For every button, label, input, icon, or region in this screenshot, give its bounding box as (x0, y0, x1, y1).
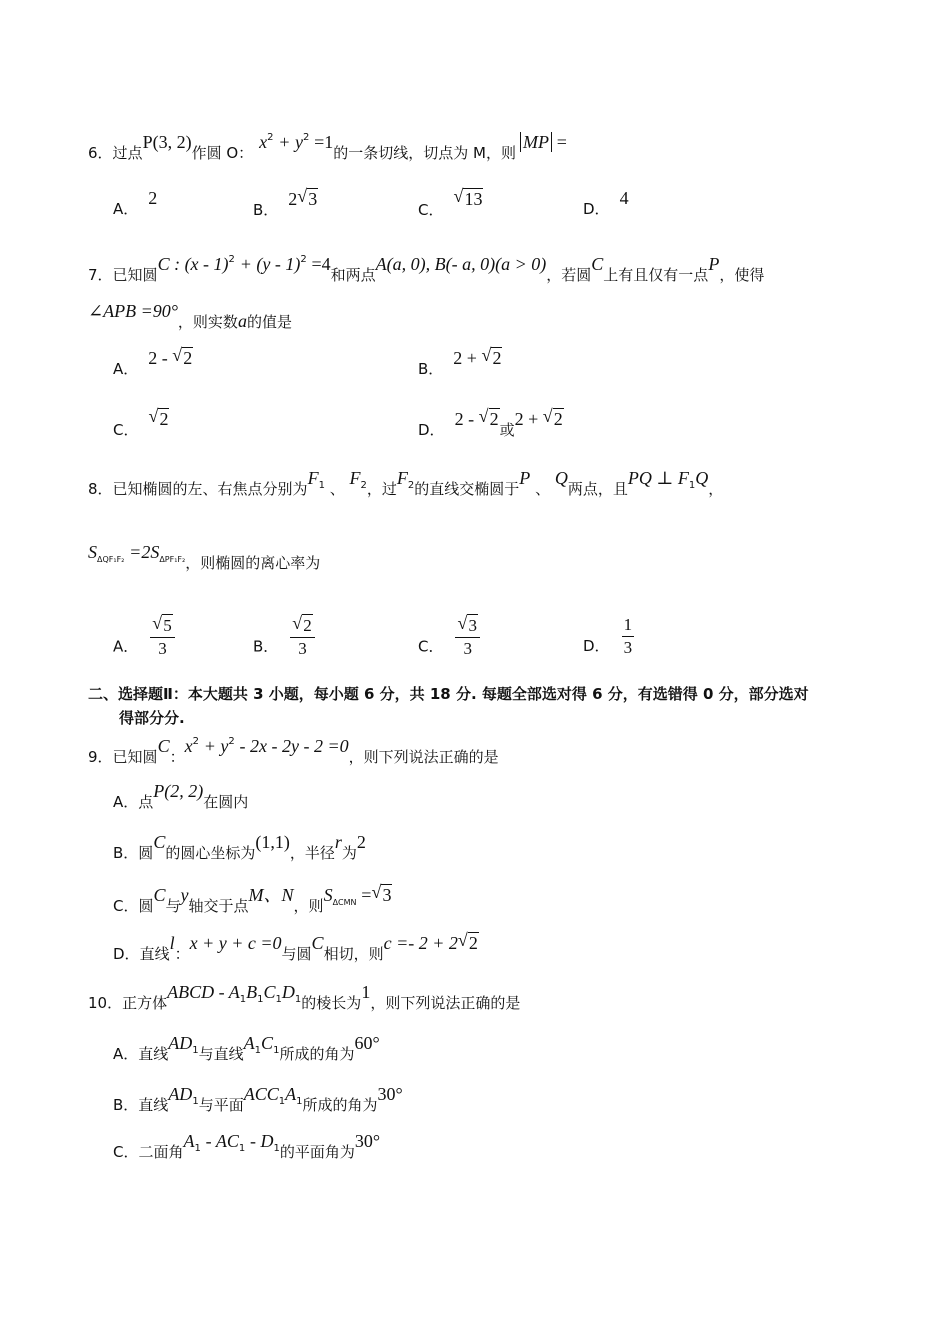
q7-option-d: D．2 - √ 2或2 + √ 2 (418, 418, 564, 440)
q8-option-a: A． √ $\frac{5}{3}$ (113, 624, 175, 670)
q10-option-a: A．直线$AD_1$与直线$A_1C_1$所成的角为60° (113, 1033, 380, 1063)
q7-option-c: C．√ 2 (113, 418, 169, 440)
q8-stem-2: $S_{\Delta QF_1F_2} =2S_{\Delta PF_1F_2}$，则椭圆的离心率为 (88, 542, 321, 572)
q7-option-b: B．2 + √ 2 (418, 357, 502, 379)
q6-option-b: B．2√ 3 (253, 198, 318, 220)
q7-option-a: A．2 - √ 2 (113, 357, 193, 379)
q7-points: A(a, 0), B(- a, 0)(a > 0) (375, 254, 547, 274)
q7-angle: ∠APB =90° (88, 301, 178, 321)
q9-option-a: A．点P(2, 2)在圆内 (113, 781, 249, 811)
q6-point: P(3, 2) (142, 132, 192, 152)
q9-option-c: C．圆C与y轴交于点M、N，则$S_{\Delta CMN}$ =√ 3 (113, 894, 392, 923)
q6-stem: 6．过点P(3, 2)作圆 O：$x^2 + y^2 =1$的一条切线，切点为 M，则MP = (88, 138, 567, 163)
q6-option-c: C．√ 13 (418, 198, 483, 220)
q6-abs-mp: MP (520, 132, 552, 152)
q10-option-b: B．直线$AD_1$与平面$ACC_1A_1$所成的角为30° (113, 1084, 403, 1114)
q6-option-a: A．2 (113, 188, 158, 218)
q10-stem: 10．正方体ABCD - $A_1B_1C_1D_1$的棱长为1，则下列说法正确的是 (88, 982, 521, 1012)
q10-option-c: C．二面角$A_1 - AC_1 - D_1$的平面角为30° (113, 1131, 381, 1161)
q9-option-b: B．圆C的圆心坐标为(1,1)，半径r为2 (113, 832, 366, 862)
q9-stem: 9．已知圆C：$x^2 + y^2 - 2x - 2y - 2 =0$，则下列说法正确的是 (88, 736, 499, 766)
q9-option-d: D．直线l：x + y + c =0与圆C相切，则c =- 2 + 2√ 2 (113, 942, 479, 964)
q6-number: 6． (88, 144, 113, 162)
section-2-heading-cont: 得部分分. (119, 709, 185, 727)
section-2-heading: 二、选择题Ⅱ：本大题共 3 小题，每小题 6 分，共 18 分. 每题全部选对得 6 分，有选错得 0 分，部分选对 (88, 685, 809, 703)
q7-stem-2: ∠APB =90°，则实数a的值是 (88, 301, 292, 331)
q8-option-d: D． $\frac{1}{3}$ (583, 615, 633, 657)
q7-stem: 7．已知圆C : (x - 1)$^2$ + (y - 1)$^2$ =4和两点A(a, 0), B(- a, 0)(a > 0)，若圆C上有且仅有一点P，使得 (88, 254, 765, 284)
q8-stem: 8．已知椭圆的左、右焦点分别为$F_1$ 、 $F_2$，过$F_2$的直线交椭圆于P 、 Q两点，且PQ ⊥ $F_1Q$， (88, 468, 724, 498)
q6-option-d: D．4 (583, 188, 629, 218)
q8-option-c: C． √ $\frac{3}{3}$ (418, 624, 480, 670)
q6-circle-eq: $x^2 + y^2 =1$ (259, 132, 334, 152)
q8-option-b: B． √ $\frac{2}{3}$ (253, 624, 315, 670)
